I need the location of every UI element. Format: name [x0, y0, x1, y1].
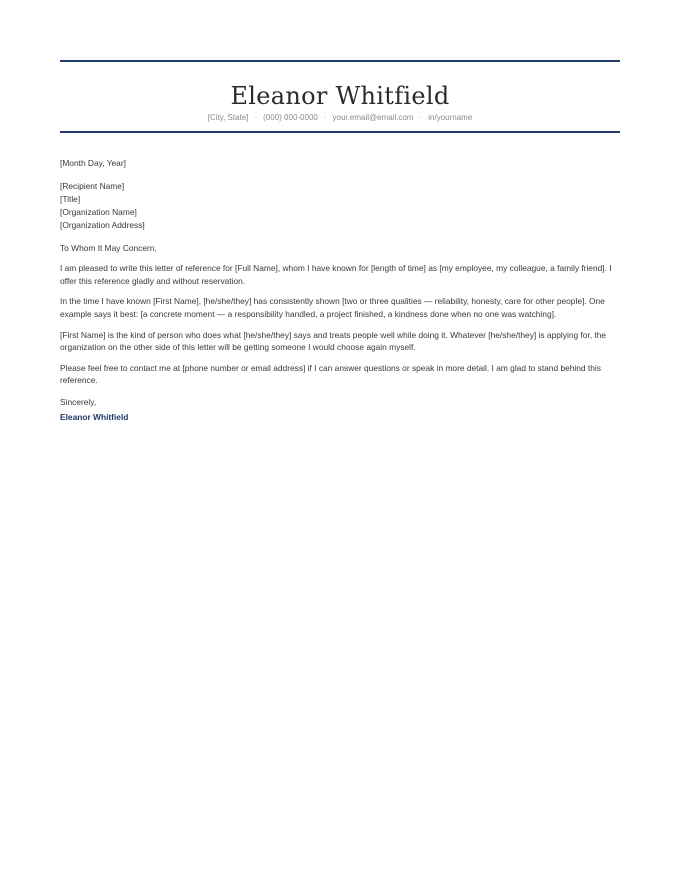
paragraph-intro: I am pleased to write this letter of reference for [Full Name], whom I have known for [length of time] as [my employee, my colleague, a family friend]. I offer this reference gladly and without reservation. — [60, 263, 612, 286]
contact-location: [City, State] — [207, 113, 249, 122]
header-bottom-rule — [60, 131, 620, 133]
letter-date: [Month Day, Year] — [60, 158, 126, 168]
contact-separator: · — [254, 113, 258, 122]
paragraph-qualities: In the time I have known [First Name], [he/she/they] has consistently shown [two or three qualities — reliability, honesty, care for other people]. One example says it best: [a concrete moment — a responsibility handled, a project finished, a kindness done when no one was watching]. — [60, 296, 605, 319]
contact-email: your.email@email.com — [332, 113, 414, 122]
recipient-name: [Recipient Name] — [60, 180, 125, 191]
contact-linkedin: in/yourname — [428, 113, 473, 122]
signature-name: Eleanor Whitfield — [60, 411, 129, 422]
sender-name: Eleanor Whitfield — [230, 82, 450, 110]
paragraph-contact: Please feel free to contact me at [phone number or email address] if I can answer questions or speak in more detail. I am glad to stand behind this reference. — [60, 362, 601, 386]
recipient-address: [Organization Address] — [60, 219, 145, 230]
letter-body — [60, 157, 620, 423]
recipient-organization: [Organization Name] — [60, 206, 137, 217]
salutation: To Whom It May Concern, — [60, 242, 157, 253]
contact-separator: · — [419, 113, 423, 122]
recipient-title: [Title] — [60, 193, 81, 204]
paragraph-character: [First Name] is the kind of person who does what [he/she/they] says and treats people well while doing it. Whatever [he/she/they] is applying for, the organization on the other side of this letter will be getting someone I would choose again myself. — [60, 329, 607, 353]
contact-phone: (000) 000-0000 — [263, 113, 318, 122]
header-top-rule — [60, 60, 620, 62]
contact-separator: · — [323, 113, 327, 122]
recipient-block — [60, 180, 620, 232]
closing: Sincerely, — [60, 396, 97, 407]
contact-line — [60, 113, 620, 123]
